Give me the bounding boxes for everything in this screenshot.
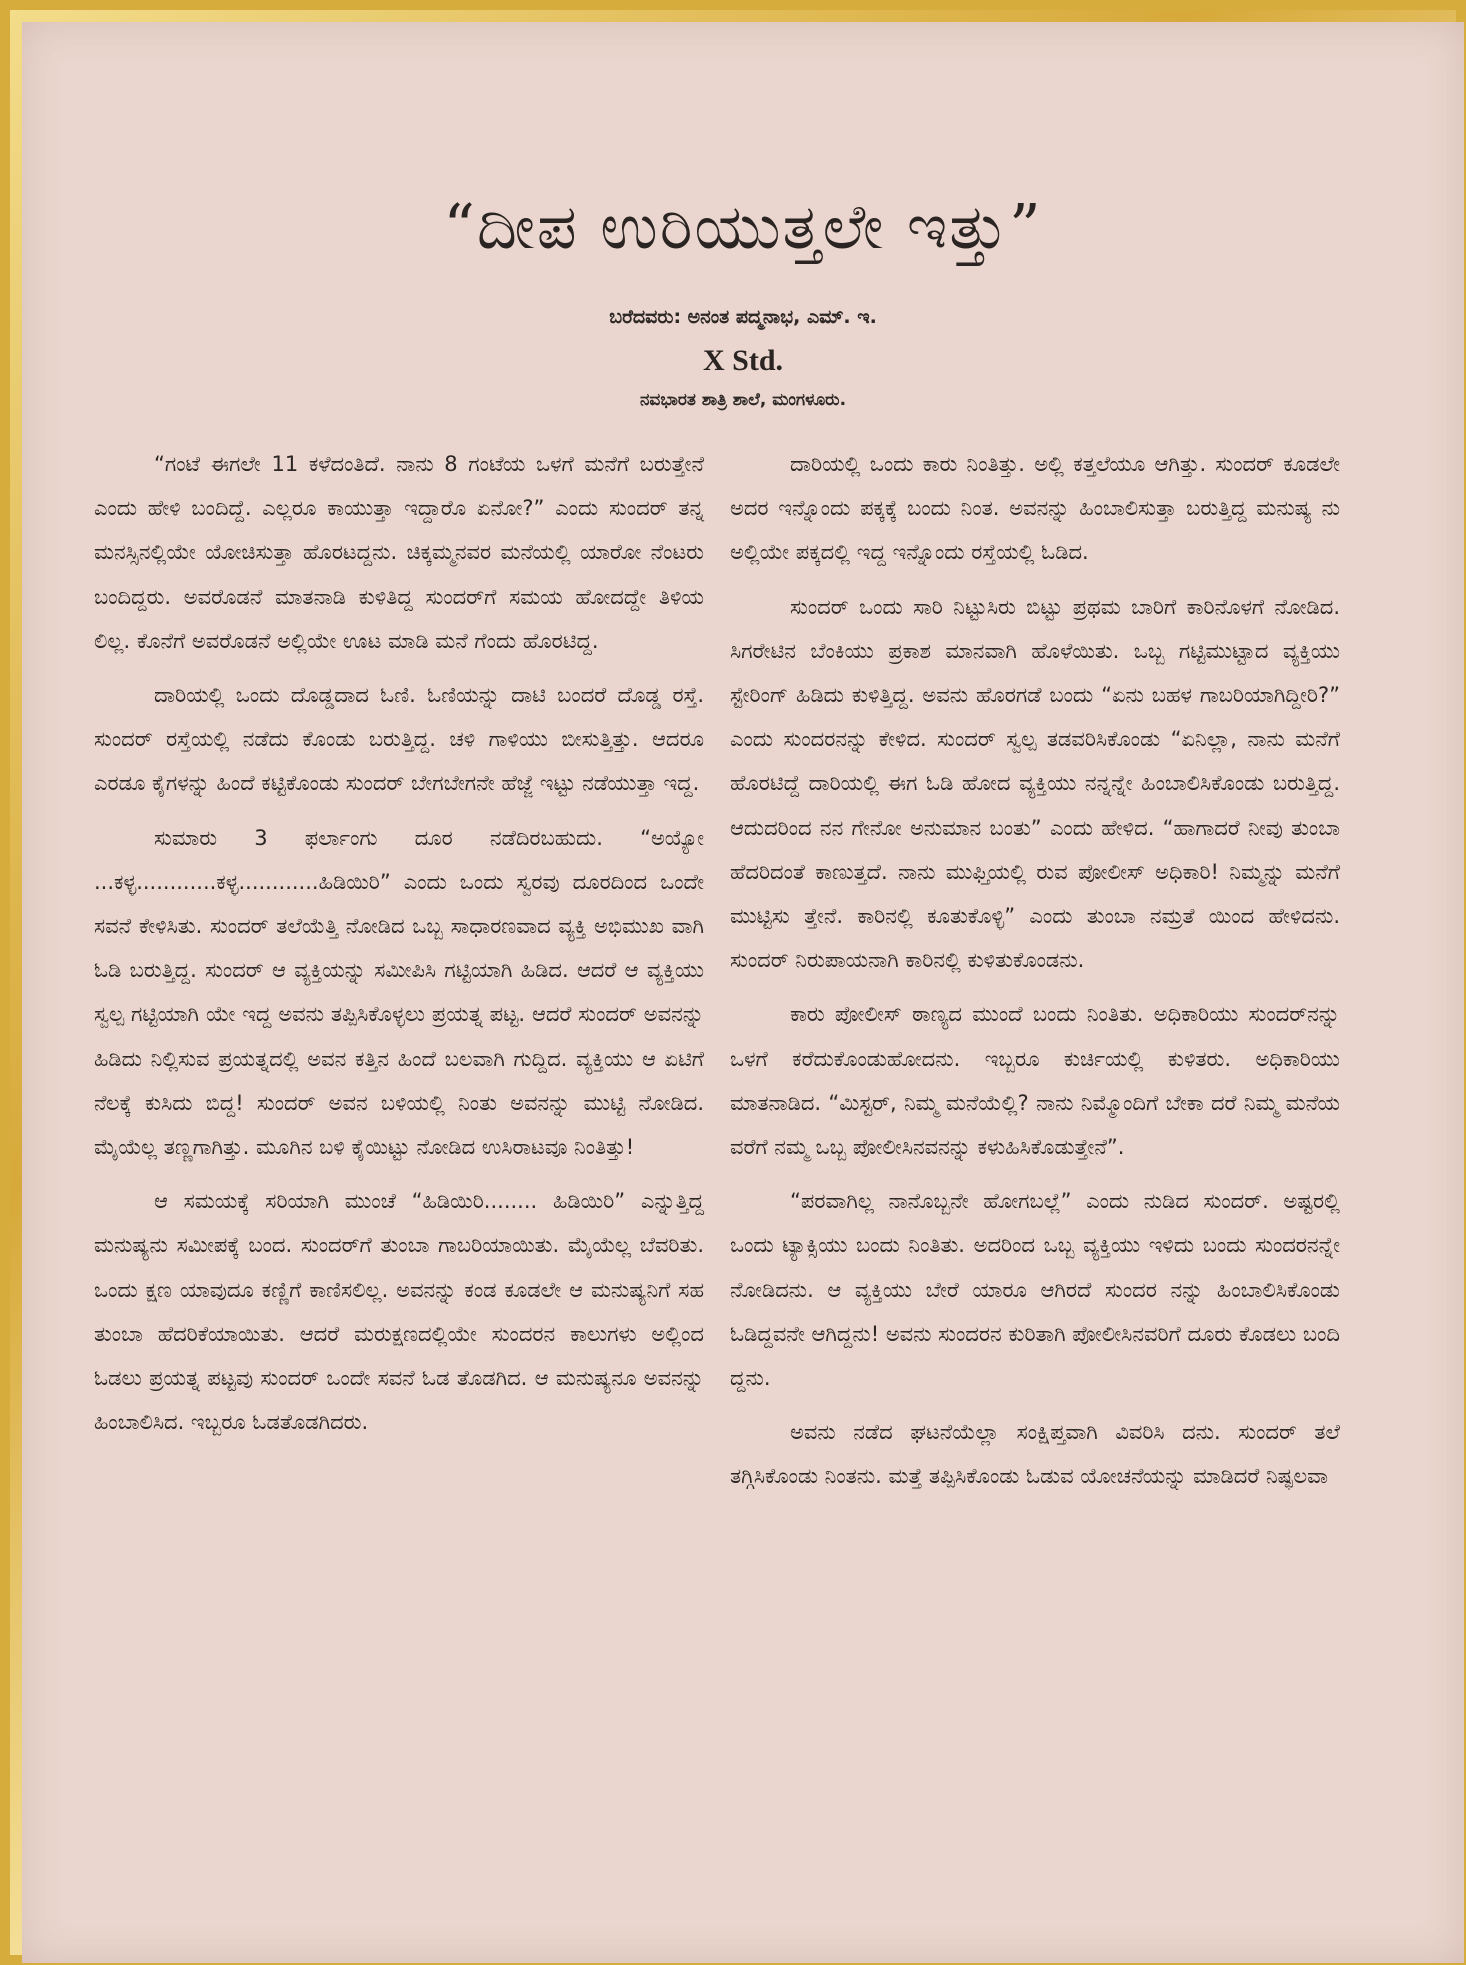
- paragraph: “ಪರವಾಗಿಲ್ಲ ನಾನೊಬ್ಬನೇ ಹೋಗಬಲ್ಲೆ” ಎಂದು ನುಡಿದ ಸುಂದರ್. ಅಷ್ಟರಲ್ಲಿ ಒಂದು ಟ್ಯಾಕ್ಸಿಯು ಬಂದು ನಿಂತಿತು. ಅದರಿಂದ ಒಬ್ಬ ವ್ಯಕ್ತಿಯು ಇಳಿದು ಬಂದು ಸುಂದರನನ್ನೇ ನೋಡಿದನು. ಆ ವ್ಯಕ್ತಿಯು ಬೇರೆ ಯಾರೂ ಆಗಿರದೆ ಸುಂದರ ನನ್ನು ಹಿಂಬಾಲಿಸಿಕೊಂಡು ಓಡಿದ್ದವನೇ ಆಗಿದ್ದನು! ಅವನು ಸುಂದರನ ಕುರಿತಾಗಿ ಪೋಲೀಸಿನವರಿಗೆ ದೂರು ಕೊಡಲು ಬಂದಿ ದ್ದನು.: [730, 1189, 1340, 1391]
- paragraph: ಅವನು ನಡೆದ ಘಟನೆಯೆಲ್ಲಾ ಸಂಕ್ಷಿಪ್ತವಾಗಿ ವಿವರಿಸಿ ದನು. ಸುಂದರ್ ತಲೆ ತಗ್ಗಿಸಿಕೊಂಡು ನಿಂತನು. ಮತ್ತೆ ತಪ್ಪಿಸಿಕೊಂಡು ಓಡುವ ಯೋಚನೆಯನ್ನು ಮಾಡಿದರೆ ನಿಷ್ಫಲವಾ: [730, 1420, 1340, 1489]
- story-title: “ದೀಪ ಉರಿಯುತ್ತಲೇ ಇತ್ತು”: [443, 190, 1043, 263]
- paragraph: ಕಾರು ಪೋಲೀಸ್ ಠಾಣ್ಯದ ಮುಂದೆ ಬಂದು ನಿಂತಿತು. ಅಧಿಕಾರಿಯು ಸುಂದರ್‌ನನ್ನು ಒಳಗೆ ಕರೆದುಕೊಂಡುಹೋದನು. ಇಬ್ಬರೂ ಕುರ್ಚಿಯಲ್ಲಿ ಕುಳಿತರು. ಅಧಿಕಾರಿಯು ಮಾತನಾಡಿದ. “ಮಿಸ್ಟರ್, ನಿಮ್ಮ ಮನೆಯೆಲ್ಲಿ? ನಾನು ನಿಮ್ಮೊಂದಿಗೆ ಬೇಕಾ ದರೆ ನಿಮ್ಮ ಮನೆಯ ವರೆಗೆ ನಮ್ಮ ಒಬ್ಬ ಪೋಲೀಸಿನವನನ್ನು ಕಳುಹಿಸಿಕೊಡುತ್ತೇನೆ”.: [730, 1002, 1340, 1160]
- paragraph: ದಾರಿಯಲ್ಲಿ ಒಂದು ಕಾರು ನಿಂತಿತ್ತು. ಅಲ್ಲಿ ಕತ್ತಲೆಯೂ ಆಗಿತ್ತು. ಸುಂದರ್ ಕೂಡಲೇ ಅದರ ಇನ್ನೊಂದು ಪಕ್ಕಕ್ಕೆ ಬಂದು ನಿಂತ. ಅವನನ್ನು ಹಿಂಬಾಲಿಸುತ್ತಾ ಬರುತ್ತಿದ್ದ ಮನುಷ್ಯ ನು ಅಲ್ಲಿಯೇ ಪಕ್ಕದಲ್ಲಿ ಇದ್ದ ಇನ್ನೊಂದು ರಸ್ತೆಯಲ್ಲಿ ಓಡಿದ.: [730, 452, 1340, 565]
- paragraph: “ಗಂಟೆ ಈಗಲೇ 11 ಕಳೆದಂತಿದೆ. ನಾನು 8 ಗಂಟೆಯ ಒಳಗೆ ಮನೆಗೆ ಬರುತ್ತೇನೆ ಎಂದು ಹೇಳಿ ಬಂದಿದ್ದೆ. ಎಲ್ಲರೂ ಕಾಯುತ್ತಾ ಇದ್ದಾರೊ ಏನೋ?” ಎಂದು ಸುಂದರ್ ತನ್ನ ಮನಸ್ಸಿನಲ್ಲಿಯೇ ಯೋಚಿಸುತ್ತಾ ಹೊರಟದ್ದನು. ಚಿಕ್ಕಮ್ಮನವರ ಮನೆಯಲ್ಲಿ ಯಾರೋ ನೆಂಟರು ಬಂದಿದ್ದರು. ಅವರೊಡನೆ ಮಾತನಾಡಿ ಕುಳಿತಿದ್ದ ಸುಂದರ್‌ಗೆ ಸಮಯ ಹೋದದ್ದೇ ತಿಳಿಯ ಲಿಲ್ಲ. ಕೊನೆಗೆ ಅವರೊಡನೆ ಅಲ್ಲಿಯೇ ಊಟ ಮಾಡಿ ಮನೆ ಗೆಂದು ಹೊರಟಿದ್ದ.: [94, 452, 704, 653]
- left-column: [94, 442, 704, 1454]
- paragraph: ಸುಂದರ್ ಒಂದು ಸಾರಿ ನಿಟ್ಟುಸಿರು ಬಿಟ್ಟು ಪ್ರಥಮ ಬಾರಿಗೆ ಕಾರಿನೊಳಗೆ ನೋಡಿದ. ಸಿಗರೇಟಿನ ಬೆಂಕಿಯು ಪ್ರಕಾಶ ಮಾನವಾಗಿ ಹೊಳೆಯಿತು. ಒಬ್ಬ ಗಟ್ಟಿಮುಟ್ಟಾದ ವ್ಯಕ್ತಿಯು ಸ್ಟೇರಿಂಗ್ ಹಿಡಿದು ಕುಳಿತ್ತಿದ್ದ. ಅವನು ಹೊರಗಡೆ ಬಂದು “ಏನು ಬಹಳ ಗಾಬರಿಯಾಗಿದ್ದೀರಿ?” ಎಂದು ಸುಂದರನನ್ನು ಕೇಳಿದ. ಸುಂದರ್ ಸ್ವಲ್ಪ ತಡವರಿಸಿಕೊಂಡು “ಏನಿಲ್ಲಾ, ನಾನು ಮನೆಗೆ ಹೊರಟಿದ್ದೆ ದಾರಿಯಲ್ಲಿ ಈಗ ಓಡಿ ಹೋದ ವ್ಯಕ್ತಿಯು ನನ್ನನ್ನೇ ಹಿಂಬಾಲಿಸಿಕೊಂಡು ಬರುತ್ತಿದ್ದ. ಆದುದರಿಂದ ನನ ಗೇನೋ ಅನುಮಾನ ಬಂತು” ಎಂದು ಹೇಳಿದ. “ಹಾಗಾದರೆ ನೀವು ತುಂಬಾ ಹೆದರಿದಂತೆ ಕಾಣುತ್ತದೆ. ನಾನು ಮುಫ್ತಿಯಲ್ಲಿ ರುವ ಪೋಲೀಸ್ ಅಧಿಕಾರಿ! ನಿಮ್ಮನ್ನು ಮನೆಗೆ ಮುಟ್ಟಿಸು ತ್ತೇನೆ. ಕಾರಿನಲ್ಲಿ ಕೂತುಕೊಳ್ಳಿ” ಎಂದು ತುಂಬಾ ನಮ್ರತೆ ಯಿಂದ ಹೇಳಿದನು. ಸುಂದರ್ ನಿರುಪಾಯನಾಗಿ ಕಾರಿನಲ್ಲಿ ಕುಳಿತುಕೊಂಡನು.: [730, 594, 1340, 973]
- school-name: ನವಭಾರತ ಶಾತ್ರಿ ಶಾಲೆ, ಮಂಗಳೂರು.: [639, 390, 847, 410]
- paragraph: ಸುಮಾರು 3 ಫರ್ಲಾಂಗು ದೂರ ನಡೆದಿರಬಹುದು. “ಅಯ್ಯೋ ...ಕಳ್ಳ............ಕಳ್ಳ............ಹಿಡಿಯಿರಿ” ಎಂದು ಒಂದು ಸ್ವರವು ದೂರದಿಂದ ಒಂದೇ ಸವನೆ ಕೇಳಿಸಿತು. ಸುಂದರ್ ತಲೆಯೆತ್ತಿ ನೋಡಿದ ಒಬ್ಬ ಸಾಧಾರಣವಾದ ವ್ಯಕ್ತಿ ಅಭಿಮುಖ ವಾಗಿ ಓಡಿ ಬರುತ್ತಿದ್ದ. ಸುಂದರ್ ಆ ವ್ಯಕ್ತಿಯನ್ನು ಸಮೀಪಿಸಿ ಗಟ್ಟಿಯಾಗಿ ಹಿಡಿದ. ಆದರೆ ಆ ವ್ಯಕ್ತಿಯು ಸ್ವಲ್ಪ ಗಟ್ಟಿಯಾಗಿ ಯೇ ಇದ್ದ ಅವನು ತಪ್ಪಿಸಿಕೊಳ್ಳಲು ಪ್ರಯತ್ನ ಪಟ್ಟ. ಆದರೆ ಸುಂದರ್ ಅವನನ್ನು ಹಿಡಿದು ನಿಲ್ಲಿಸುವ ಪ್ರಯತ್ನದಲ್ಲಿ ಅವನ ಕತ್ತಿನ ಹಿಂದೆ ಬಲವಾಗಿ ಗುದ್ದಿದ. ವ್ಯಕ್ತಿಯು ಆ ಏಟಿಗೆ ನೆಲಕ್ಕೆ ಕುಸಿದು ಬಿದ್ದ! ಸುಂದರ್ ಅವನ ಬಳಿಯಲ್ಲಿ ನಿಂತು ಅವನನ್ನು ಮುಟ್ಟಿ ನೋಡಿದ. ಮೈಯೆಲ್ಲ ತಣ್ಣಗಾಗಿತ್ತು. ಮೂಗಿನ ಬಳಿ ಕೈಯಿಟ್ಟು ನೋಡಿದ ಉಸಿರಾಟವೂ ನಿಂತಿತ್ತು!: [94, 825, 704, 1160]
- right-column: [730, 442, 1340, 1509]
- magazine-page: [22, 22, 1464, 1963]
- author-grade: X Std.: [702, 344, 784, 377]
- paragraph: ದಾರಿಯಲ್ಲಿ ಒಂದು ದೊಡ್ಡದಾದ ಓಣಿ. ಓಣಿಯನ್ನು ದಾಟಿ ಬಂದರೆ ದೊಡ್ಡ ರಸ್ತೆ. ಸುಂದರ್ ರಸ್ತೆಯಲ್ಲಿ ನಡೆದು ಕೊಂಡು ಬರುತ್ತಿದ್ದ. ಚಳಿ ಗಾಳಿಯು ಬೀಸುತ್ತಿತ್ತು. ಆದರೂ ಎರಡೂ ಕೈಗಳನ್ನು ಹಿಂದೆ ಕಟ್ಟಿಕೊಂಡು ಸುಂದರ್ ಬೇಗಬೇಗನೇ ಹೆಜ್ಜೆ ಇಟ್ಟು ನಡೆಯುತ್ತಾ ಇದ್ದ.: [94, 683, 704, 796]
- author-byline: ಬರೆದವರು: ಅನಂತ ಪದ್ಮನಾಭ, ಎಮ್. ಇ.: [609, 306, 877, 328]
- paragraph: ಆ ಸಮಯಕ್ಕೆ ಸರಿಯಾಗಿ ಮುಂಚೆ “ಹಿಡಿಯಿರಿ........ ಹಿಡಿಯಿರಿ” ಎನ್ನುತ್ತಿದ್ದ ಮನುಷ್ಯನು ಸಮೀಪಕ್ಕೆ ಬಂದ. ಸುಂದರ್‌ಗೆ ತುಂಬಾ ಗಾಬರಿಯಾಯಿತು. ಮೈಯೆಲ್ಲ ಬೆವರಿತು. ಒಂದು ಕ್ಷಣ ಯಾವುದೂ ಕಣ್ಣಿಗೆ ಕಾಣಿಸಲಿಲ್ಲ. ಅವನನ್ನು ಕಂಡ ಕೂಡಲೇ ಆ ಮನುಷ್ಯನಿಗೆ ಸಹ ತುಂಬಾ ಹೆದರಿಕೆಯಾಯಿತು. ಆದರೆ ಮರುಕ್ಷಣದಲ್ಲಿಯೇ ಸುಂದರನ ಕಾಲುಗಳು ಅಲ್ಲಿಂದ ಓಡಲು ಪ್ರಯತ್ನ ಪಟ್ಟವು ಸುಂದರ್ ಒಂದೇ ಸವನೆ ಓಡ ತೊಡಗಿದ. ಆ ಮನುಷ್ಯನೂ ಅವನನ್ನು ಹಿಂಬಾಲಿಸಿದ. ಇಬ್ಬರೂ ಓಡತೊಡಗಿದರು.: [94, 1189, 704, 1435]
